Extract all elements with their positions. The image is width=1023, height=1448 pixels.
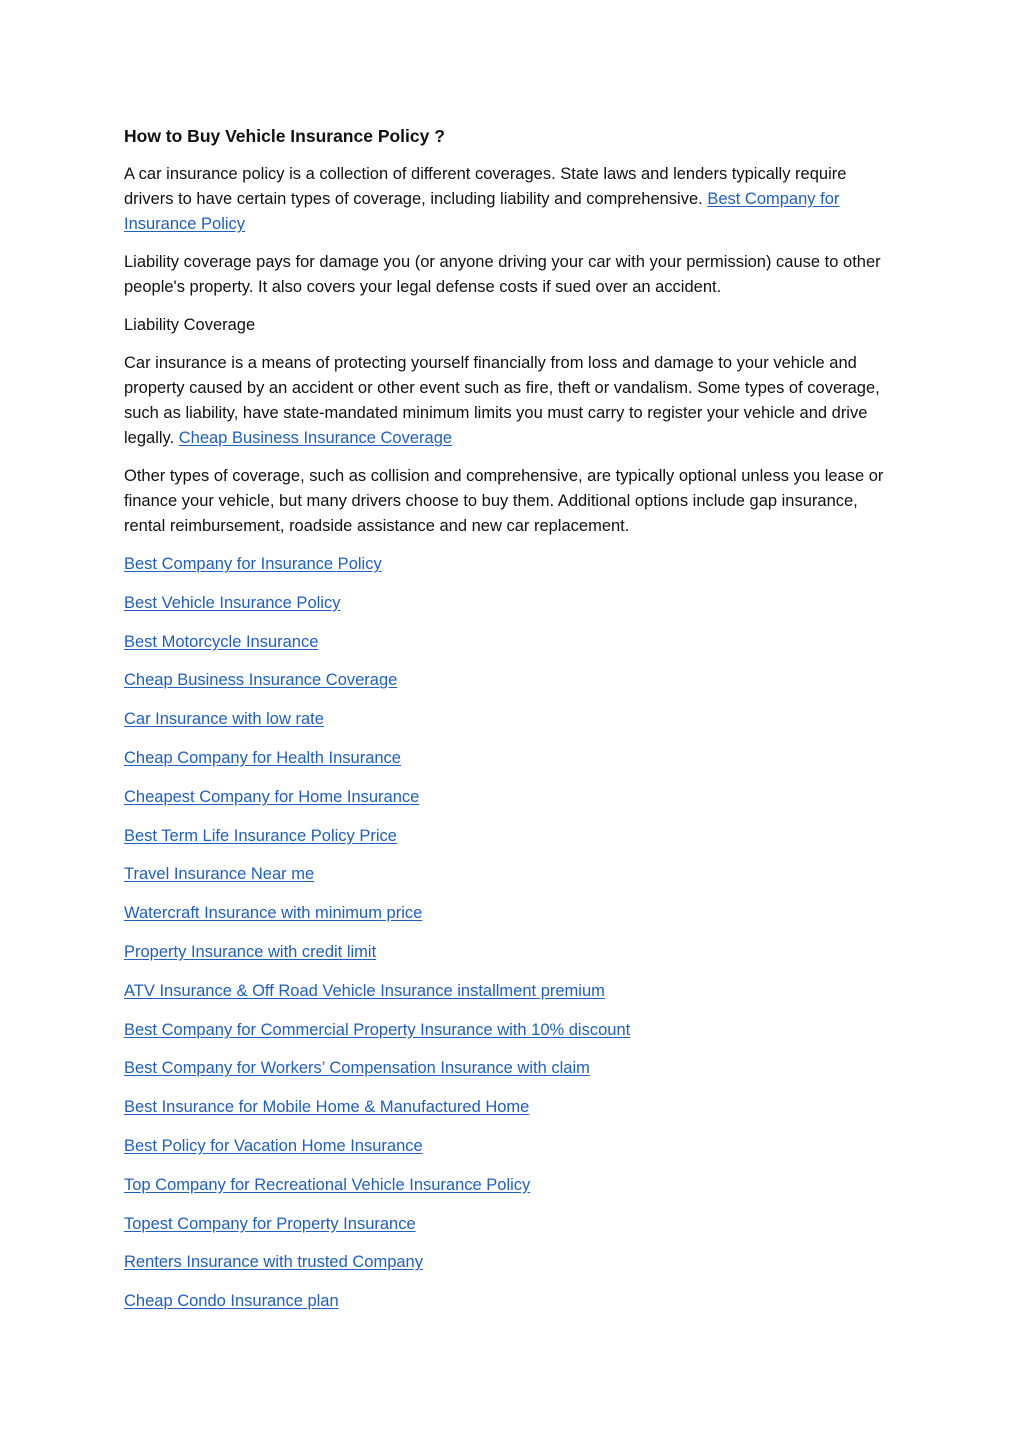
link-item[interactable]: Best Term Life Insurance Policy Price [124,826,397,845]
link-list [124,552,899,1314]
list-item [124,1212,899,1237]
link-item[interactable]: Best Motorcycle Insurance [124,632,319,651]
list-item [124,1250,899,1275]
paragraph-other-coverage: Other types of coverage, such as collision and comprehensive, are typically optional unless you lease or finance your vehicle, but many drivers choose to buy them. Additional options include gap insurance, rental reimbursement, roadside assistance and new car replacement. [124,467,884,535]
link-item[interactable]: Watercraft Insurance with minimum price [124,904,423,923]
list-item [124,1289,899,1314]
paragraph-car-insurance [124,351,899,451]
link-item[interactable]: Cheap Condo Insurance plan [124,1292,339,1311]
inline-link-cheap-business[interactable]: Cheap Business Insurance Coverage [178,429,453,447]
list-item [124,1056,899,1081]
link-item[interactable]: Topest Company for Property Insurance [124,1214,416,1233]
subheading-liability-coverage: Liability Coverage [124,316,256,334]
link-item[interactable]: Best Vehicle Insurance Policy [124,593,341,612]
list-item [124,862,899,887]
list-item [124,746,899,771]
link-item[interactable]: Best Company for Commercial Property Insurance with 10% discount [124,1020,631,1039]
link-item[interactable]: Best Company for Insurance Policy [124,555,382,573]
link-item[interactable]: Best Policy for Vacation Home Insurance [124,1136,423,1155]
list-item [124,668,899,693]
list-item [124,707,899,732]
link-item[interactable]: Renters Insurance with trusted Company [124,1253,423,1272]
link-item[interactable]: Best Insurance for Mobile Home & Manufactured Home [124,1098,530,1117]
list-item [124,1018,899,1043]
list-item [124,940,899,965]
list-item [124,824,899,849]
link-item[interactable]: Cheapest Company for Home Insurance [124,787,420,806]
link-item[interactable]: Car Insurance with low rate [124,710,324,729]
link-item[interactable]: Cheap Business Insurance Coverage [124,671,398,690]
list-item [124,591,899,616]
list-item [124,1173,899,1198]
list-item [124,1134,899,1159]
list-item [124,901,899,926]
list-item [124,979,899,1004]
link-item[interactable]: Top Company for Recreational Vehicle Insurance Policy [124,1175,531,1194]
paragraph-intro-text: A car insurance policy is a collection of different coverages. State laws and lenders typically require drivers to have certain types of coverage, including liability and comprehensive. [124,165,847,208]
inline-link-best-company[interactable]: Best Company for Insurance Policy [124,190,840,233]
list-item [124,630,899,655]
list-item [124,785,899,810]
paragraph-liability: Liability coverage pays for damage you (or anyone driving your car with your permission) cause to other people's property. It also covers your legal defense costs if sued over an accident. [124,253,881,296]
link-item[interactable]: Property Insurance with credit limit [124,942,377,961]
link-item[interactable]: Best Company for Workers’ Compensation Insurance with claim [124,1059,590,1078]
list-item [124,1095,899,1120]
document-body [124,124,899,1328]
page-title: How to Buy Vehicle Insurance Policy ? [124,126,445,146]
paragraph-car-insurance-text: Car insurance is a means of protecting yourself financially from loss and damage to your vehicle and property caused by an accident or other event such as fire, theft or vandalism. Some types of coverage, such as liability, have state-mandated minimum limits you must carry to register your vehicle and drive legally. [124,354,880,447]
list-item [124,552,899,577]
paragraph-intro [124,162,899,237]
link-item[interactable]: ATV Insurance & Off Road Vehicle Insurance installment premium [124,981,605,1000]
link-item[interactable]: Cheap Company for Health Insurance [124,748,401,767]
link-item[interactable]: Travel Insurance Near me [124,865,315,884]
